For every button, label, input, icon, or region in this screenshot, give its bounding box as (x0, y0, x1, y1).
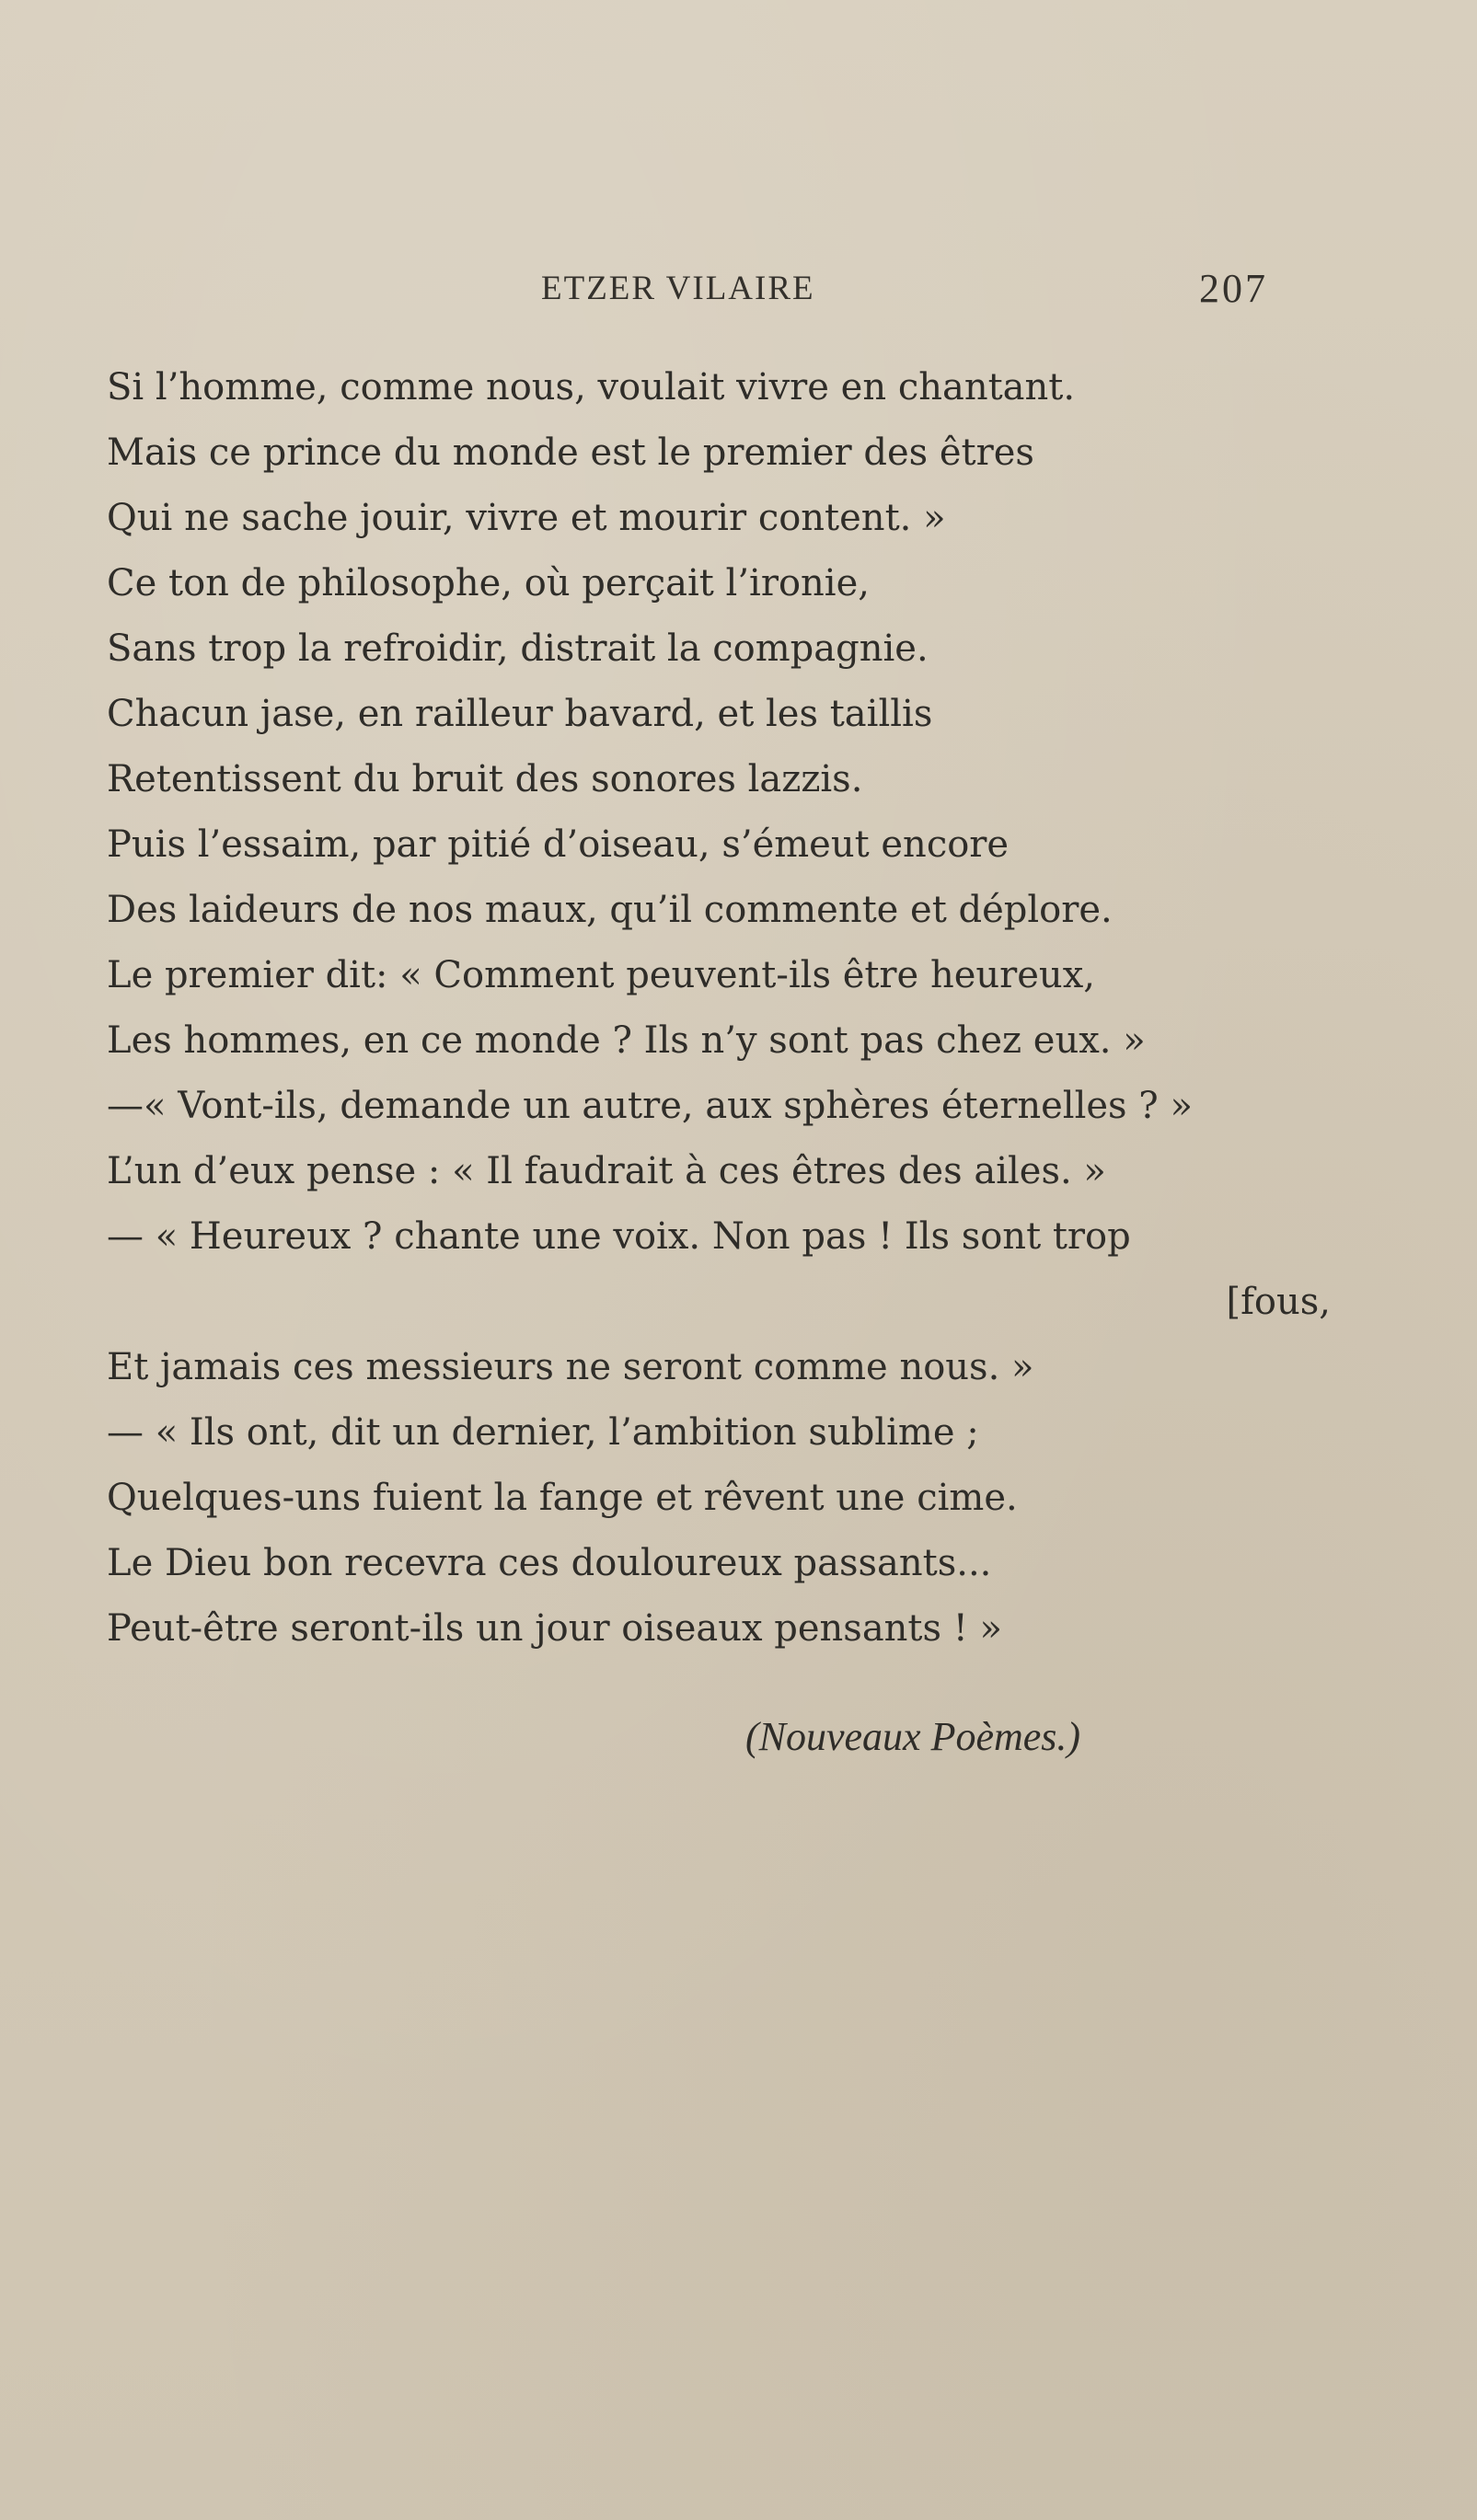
poem-line-continuation: [fous, (1226, 1281, 1331, 1323)
poem-line: L’un d’eux pense : « Il faudrait à ces êtres des ailes. » (107, 1150, 1106, 1192)
running-title: ETZER VILAIRE (541, 270, 815, 307)
poem-line: — « Heureux ? chante une voix. Non pas ! Ils sont trop (107, 1215, 1131, 1258)
poem-line: Qui ne sache jouir, vivre et mourir content. » (107, 497, 946, 539)
page-number: 207 (1199, 266, 1268, 311)
poem-line: Puis l’essaim, par pitié d’oiseau, s’émeut encore (107, 823, 1010, 866)
poem-line: — « Ils ont, dit un dernier, l’ambition sublime ; (107, 1411, 979, 1454)
poem-line: Le premier dit: « Comment peuvent-ils être heureux, (107, 954, 1095, 996)
poem-line: Des laideurs de nos maux, qu’il commente et déplore. (107, 889, 1113, 931)
poem-line: Peut-être seront-ils un jour oiseaux pensants ! » (107, 1607, 1003, 1650)
poem-line: Si l’homme, comme nous, voulait vivre en chantant. (107, 366, 1076, 408)
poem-line: Les hommes, en ce monde ? Ils n’y sont pas chez eux. » (107, 1019, 1146, 1062)
poem-line: Retentissent du bruit des sonores lazzis. (107, 758, 863, 800)
poem-line: Mais ce prince du monde est le premier des êtres (107, 432, 1034, 474)
poem-line: Et jamais ces messieurs ne seront comme nous. » (107, 1346, 1034, 1388)
poem-line: Le Dieu bon recevra ces douloureux passants... (107, 1542, 992, 1584)
poem-line: Sans trop la refroidir, distrait la compagnie. (107, 627, 929, 670)
poem-line: —« Vont-ils, demande un autre, aux sphères éternelles ? » (107, 1085, 1193, 1127)
poem-line: Ce ton de philosophe, où perçait l’ironie, (107, 562, 870, 604)
poem-line: Chacun jase, en railleur bavard, et les taillis (107, 693, 933, 735)
poem-line: Quelques-uns fuient la fange et rêvent une cime. (107, 1477, 1018, 1519)
poem-text (107, 355, 1331, 1662)
source-citation: (Nouveaux Poèmes.) (745, 1714, 1081, 1759)
